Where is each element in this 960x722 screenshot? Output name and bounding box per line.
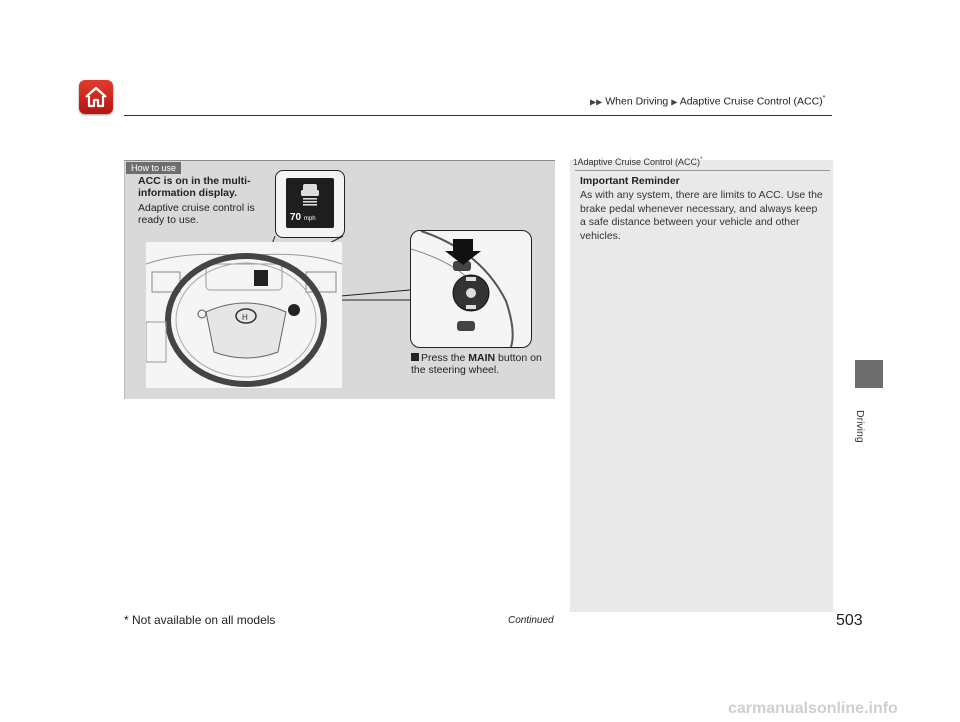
- breadcrumb-arrow-icon: ▶▶: [590, 97, 603, 107]
- sidebar-title-asterisk: *: [700, 157, 703, 163]
- sidebar-body: As with any system, there are limits to ACC. Use the brake pedal whenever necessary, and always keep a safe distance between your vehicle and other vehicles.: [580, 189, 823, 242]
- svg-text:H: H: [242, 313, 248, 322]
- acc-callout-bold: ACC is on in the multi-information display.: [138, 175, 251, 199]
- sidebar-title-text: Adaptive Cruise Control (ACC): [577, 157, 700, 167]
- breadcrumb-section[interactable]: When Driving: [605, 95, 669, 108]
- watermark: carmanualsonline.info: [728, 700, 898, 717]
- steering-wheel-illustration: [146, 242, 342, 388]
- bullet-square-icon: [411, 353, 419, 361]
- sidebar-marker: 1: [573, 158, 578, 167]
- display-screen: [286, 178, 334, 228]
- main-callout-prefix: Press the: [421, 352, 466, 364]
- acc-car-icon: [286, 178, 334, 212]
- breadcrumb: [590, 95, 825, 108]
- multi-info-display-zoom: [275, 170, 345, 238]
- footnote: * Not available on all models: [124, 613, 276, 627]
- acc-callout: [138, 175, 273, 226]
- steering-wheel-icon: [146, 242, 342, 388]
- breadcrumb-topic[interactable]: Adaptive Cruise Control (ACC): [679, 95, 823, 108]
- how-to-use-tag: How to use: [126, 162, 181, 174]
- continued-label: Continued: [508, 615, 554, 626]
- breadcrumb-arrow-icon-2: ▶: [671, 97, 678, 107]
- page-number: 503: [836, 612, 863, 629]
- home-icon: [83, 84, 109, 110]
- sidebar-heading: Important Reminder: [580, 175, 680, 187]
- acc-callout-normal: Adaptive cruise control is ready to use.: [138, 202, 255, 226]
- breadcrumb-asterisk: *: [822, 95, 826, 102]
- main-button-name: MAIN: [468, 352, 496, 364]
- main-callout-suffix: button on the steering wheel.: [411, 352, 542, 376]
- home-button[interactable]: [79, 80, 113, 114]
- speed-unit: mph: [303, 216, 316, 222]
- sidebar-title: [573, 157, 702, 167]
- sidebar-divider: [575, 170, 830, 171]
- main-button-callout: [411, 352, 551, 376]
- header-divider: [124, 115, 832, 116]
- speed-value: 70: [290, 212, 302, 223]
- steering-switch-icon: [411, 231, 531, 347]
- display-speed: [290, 212, 316, 223]
- chapter-tab-label[interactable]: Driving: [854, 410, 866, 443]
- chapter-tab[interactable]: [855, 360, 883, 388]
- steering-switch-zoom: [410, 230, 532, 348]
